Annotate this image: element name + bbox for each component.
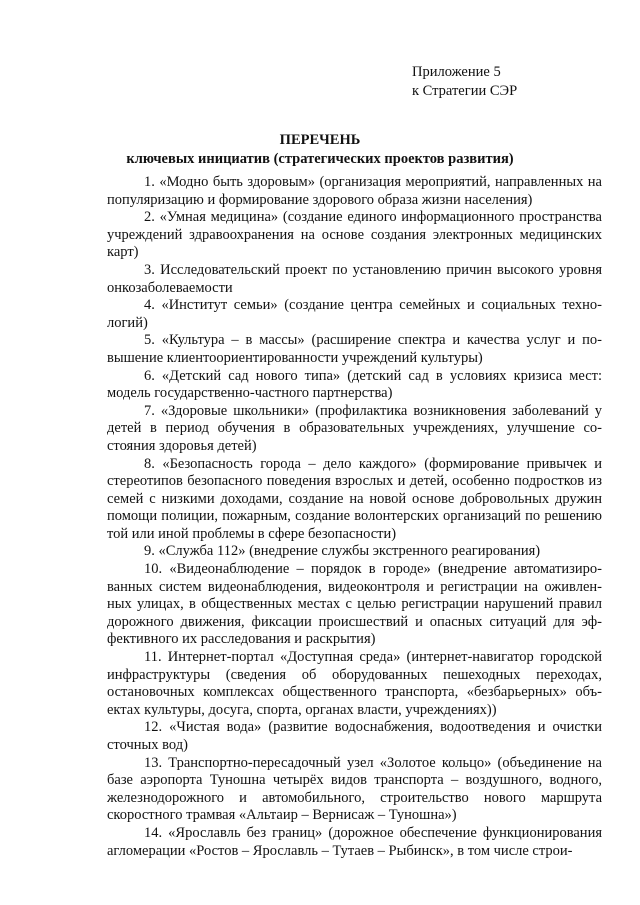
list-item: 2. «Умная медицина» (создание единого информационного пространства учреждений здравоохранения на основе создания электронных медицинских карт) bbox=[107, 209, 602, 261]
list-item: 4. «Институт семьи» (создание центра семейных и социальных технологий) bbox=[107, 297, 602, 331]
initiatives-list bbox=[107, 174, 602, 860]
list-item: 8. «Безопасность города – дело каждого» (формирование привычек и стереотипов безопасного поведения взрослых и детей, особенно подростков из семей с низкими доходами, создание на новой основе добровольных дружин помощи полиции, пожарным, создание волонтерских организаций по решению той или иной проблемы в сфере безопасности) bbox=[107, 455, 602, 542]
title-line-2: ключевых инициатив (стратегических проектов развития) bbox=[126, 151, 514, 167]
list-item: 13. Транспортно-пересадочный узел «Золотое кольцо» (объединение на базе аэропорта Туношна четырёх видов транспорта – воздушного, водного, железнодорожного и автомобильного, строительство нового маршрута скоростного трамвая «Альтаир – Вернисаж – Туношна») bbox=[107, 754, 602, 824]
appendix-line-2: к Стратегии СЭР bbox=[412, 83, 518, 99]
appendix-line-1: Приложение 5 bbox=[412, 64, 501, 80]
list-item: 7. «Здоровые школьники» (профилактика возникновения заболеваний у детей в период обучения в образовательных учреждениях, улучшение состояния здоровья детей) bbox=[107, 402, 602, 454]
list-item: 11. Интернет-портал «Доступная среда» (интернет-навигатор городской инфраструктуры (сведения об оборудованных пешеходных переходах, остановочных комплексах общественного транспорта, «безбарьерных» объектах культуры, досуга, спорта, органах власти, учреждениях)) bbox=[107, 649, 602, 718]
list-item: 12. «Чистая вода» (развитие водоснабжения, водоотведения и очистки сточных вод) bbox=[107, 719, 602, 753]
list-item: 10. «Видеонаблюдение – порядок в городе» (внедрение автоматизированных систем видеонаблюдения, видеоконтроля и регистрации на оживленных улицах, в общественных местах с целью регистрации нарушений правил дорожного движения, фиксации происшествий и опасных ситуаций для эффективного их расследования и раскрытия) bbox=[107, 561, 602, 648]
appendix-header bbox=[412, 63, 517, 101]
list-item: 5. «Культура – в массы» (расширение спектра и качества услуг и повышение клиентоориентированности учреждений культуры) bbox=[107, 332, 602, 366]
list-item: 9. «Служба 112» (внедрение службы экстренного реагирования) bbox=[144, 543, 541, 560]
list-item: 14. «Ярославль без границ» (дорожное обеспечение функционирования агломерации «Ростов – Ярославль – Тутаев – Рыбинск», в том числе строи- bbox=[107, 824, 602, 859]
list-item: 6. «Детский сад нового типа» (детский сад в условиях кризиса мест: модель государственно-частного партнерства) bbox=[107, 367, 602, 402]
list-item: 1. «Модно быть здоровым» (организация мероприятий, направленных на популяризацию и формирование здорового образа жизни населения) bbox=[107, 174, 602, 208]
list-item: 3. Исследовательский проект по установлению причин высокого уровня онкозаболеваемости bbox=[107, 261, 602, 296]
document-title bbox=[0, 131, 640, 169]
title-line-1: ПЕРЕЧЕНЬ bbox=[279, 132, 361, 148]
